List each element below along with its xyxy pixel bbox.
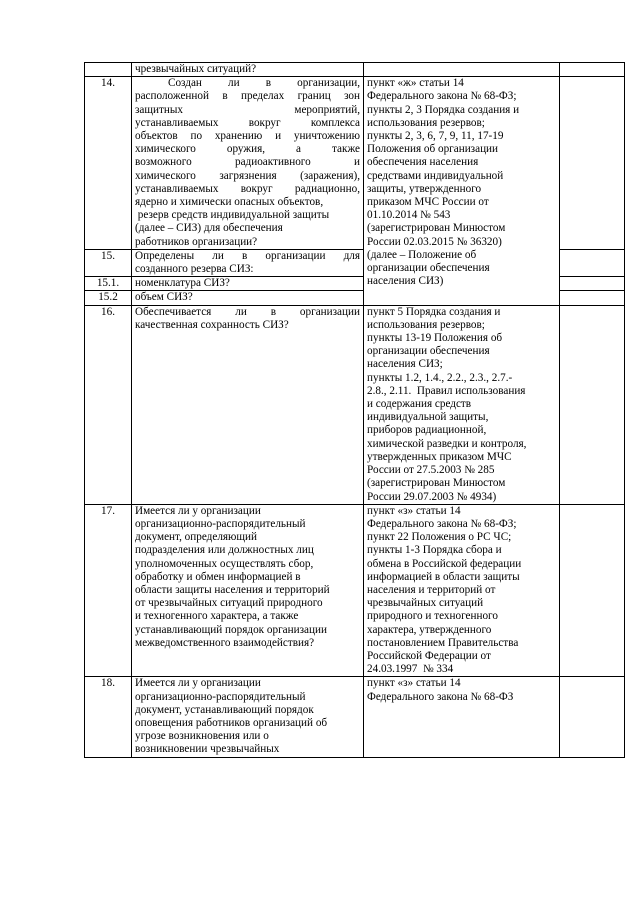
answer-cell — [560, 677, 625, 757]
question-text-line: (далее – СИЗ) для обеспечения — [135, 222, 283, 235]
reference-text-line: организации обеспечения — [367, 262, 490, 275]
table-row — [85, 305, 625, 504]
row-number: 15. — [101, 249, 115, 262]
row-number-cell — [85, 249, 132, 276]
row-number-cell — [85, 291, 132, 305]
reference-text-line: 24.03.1997 № 334 — [367, 663, 454, 676]
table-row — [85, 63, 625, 77]
reference-text-line: средствами индивидуальной — [367, 169, 504, 182]
row-number-cell — [85, 277, 132, 291]
reference-text-line: (зарегистрирован Минюстом — [367, 477, 506, 490]
row-number: 15.2 — [98, 291, 118, 304]
reference-text-line: Российской Федерации от — [367, 649, 491, 662]
answer-cell — [560, 277, 625, 291]
question-cell — [132, 677, 364, 757]
question-text-line: Определены ли в организации для — [135, 249, 360, 262]
row-number: 17. — [101, 504, 115, 517]
reference-text-line: Федерального закона № 68-ФЗ — [367, 690, 514, 703]
reference-cell — [364, 77, 560, 305]
question-text-line: от чрезвычайных ситуаций природного — [135, 597, 323, 610]
question-cell — [132, 77, 364, 250]
row-number-cell — [85, 77, 132, 250]
reference-text-line: (зарегистрирован Минюстом — [367, 222, 506, 235]
answer-cell — [560, 291, 625, 305]
question-text-line: работников организации? — [135, 235, 258, 248]
reference-text-line: населения СИЗ; — [367, 358, 443, 371]
question-text-line: резерв средств индивидуальной защиты — [135, 209, 330, 222]
question-text-line: химического оружия, а также — [135, 143, 360, 156]
inspection-checklist-table — [84, 62, 625, 758]
question-cell — [132, 277, 364, 291]
question-text-line: номенклатура СИЗ? — [135, 277, 230, 290]
question-text-line: организационно-распорядительный — [135, 690, 306, 703]
reference-text-line: организации обеспечения — [367, 345, 490, 358]
question-text-line: устанавливаемых вокруг комплекса — [135, 116, 360, 129]
row-number: 15.1. — [96, 277, 120, 290]
reference-text-line: Федерального закона № 68-ФЗ; — [367, 517, 517, 530]
question-text-line: устанавливающий порядок организации — [135, 623, 327, 636]
question-cell — [132, 291, 364, 305]
reference-text-line: Федерального закона № 68-ФЗ; — [367, 90, 517, 103]
reference-text-line: химической разведки и контроля, — [367, 437, 527, 450]
reference-text-line: пункты 2, 3, 6, 7, 9, 11, 17-19 — [367, 130, 504, 143]
reference-text-line: России от 27.5.2003 № 285 — [367, 464, 495, 477]
question-text-line: чрезвычайных ситуаций? — [135, 63, 257, 75]
reference-text-line: информацией в области защиты — [367, 570, 520, 583]
question-text-line: межведомственного взаимодействия? — [135, 636, 315, 649]
reference-text-line: пункт «ж» статьи 14 — [367, 77, 464, 90]
row-number-cell — [85, 677, 132, 757]
reference-text-line: пункт 5 Порядка создания и — [367, 305, 501, 318]
question-text-line: области защиты населения и территорий — [135, 583, 330, 596]
reference-text-line: индивидуальной защиты, — [367, 411, 489, 424]
question-text-line: Создан ли в организации, — [168, 77, 360, 90]
reference-cell — [364, 63, 560, 77]
question-text-line: Обеспечивается ли в организации — [135, 305, 360, 318]
question-text-line: Имеется ли у организации — [135, 504, 261, 517]
reference-text-line: природного и техногенного — [367, 610, 498, 623]
question-text-line: обработку и обмен информацией в — [135, 570, 301, 583]
question-cell — [132, 63, 364, 77]
reference-text-line: пункт «з» статьи 14 — [367, 504, 461, 517]
reference-text-line: 2.8., 2.11. Правил использования — [367, 384, 526, 397]
question-cell — [132, 305, 364, 504]
question-text-line: химического загрязнения (заражения), — [135, 169, 360, 182]
question-text-line: созданного резерва СИЗ: — [135, 263, 254, 276]
row-number-cell — [85, 504, 132, 677]
reference-text-line: (далее – Положение об — [367, 248, 477, 261]
reference-cell — [364, 305, 560, 504]
reference-text-line: защиты, утвержденного — [367, 182, 482, 195]
reference-text-line: России 02.03.2015 № 36320) — [367, 235, 502, 248]
question-text-line: и техногенного характера, а также — [135, 610, 299, 623]
question-text-line: ядерно и химически опасных объектов, — [135, 196, 324, 209]
question-text-line: защитных мероприятий, — [135, 103, 360, 116]
answer-cell — [560, 249, 625, 276]
reference-text-line: пункты 2, 3 Порядка создания и — [367, 103, 520, 116]
reference-text-line: России 29.07.2003 № 4934) — [367, 490, 497, 503]
question-text-line: возможного радиоактивного и — [135, 156, 360, 169]
question-text-line: оповещения работников организаций об — [135, 716, 328, 729]
reference-cell — [364, 677, 560, 757]
question-text-line: возникновении чрезвычайных — [135, 743, 280, 756]
reference-text-line: 01.10.2014 № 543 — [367, 209, 451, 222]
reference-cell — [364, 504, 560, 677]
reference-text-line: чрезвычайных ситуаций — [367, 597, 484, 610]
reference-text-line: использования резервов; — [367, 116, 485, 129]
question-text-line: расположенной в пределах границ зон — [135, 90, 360, 103]
question-text-line: Имеется ли у организации — [135, 677, 261, 690]
question-text-line: качественная сохранность СИЗ? — [135, 318, 289, 331]
question-text-line: устанавливаемых вокруг радиационно, — [135, 182, 360, 195]
reference-text-line: населения СИЗ) — [367, 275, 444, 288]
question-cell — [132, 504, 364, 677]
reference-text-line: Положения об организации — [367, 143, 499, 156]
reference-text-line: пункт «з» статьи 14 — [367, 677, 461, 690]
answer-cell — [560, 63, 625, 77]
reference-text-line: пункт 22 Положения о РС ЧС; — [367, 531, 512, 544]
row-number: 14. — [101, 77, 115, 90]
table-row — [85, 77, 625, 250]
reference-text-line: и содержания средств — [367, 398, 472, 411]
question-text-line: организационно-распорядительный — [135, 517, 306, 530]
question-text-line: уполномоченных осуществлять сбор, — [135, 557, 314, 570]
reference-text-line: пункты 1.2, 1.4., 2.2., 2.3., 2.7.- — [367, 371, 513, 384]
question-cell — [132, 249, 364, 276]
reference-text-line: утвержденных приказом МЧС — [367, 450, 512, 463]
answer-cell — [560, 77, 625, 250]
row-number-cell — [85, 63, 132, 77]
row-number: 18. — [101, 677, 115, 690]
reference-text-line: обеспечения населения — [367, 156, 479, 169]
reference-text-line: постановлением Правительства — [367, 636, 519, 649]
reference-text-line: использования резервов; — [367, 318, 485, 331]
question-text-line: угрозе возникновения или о — [135, 730, 269, 743]
table-row — [85, 504, 625, 677]
question-text-line: документ, определяющий — [135, 531, 258, 544]
question-text-line: объектов по хранению и уничтожению — [135, 130, 360, 143]
answer-cell — [560, 504, 625, 677]
question-text-line: подразделения или должностных лиц — [135, 544, 314, 557]
row-number-cell — [85, 305, 132, 504]
reference-text-line: пункты 13-19 Положения об — [367, 332, 503, 345]
row-number: 16. — [101, 305, 115, 318]
reference-text-line: приборов радиационной, — [367, 424, 487, 437]
reference-text-line: населения и территорий от — [367, 583, 496, 596]
reference-text-line: характера, утвержденного — [367, 623, 492, 636]
answer-cell — [560, 305, 625, 504]
table-row — [85, 677, 625, 757]
question-text-line: документ, устанавливающий порядок — [135, 703, 314, 716]
question-text-line: объем СИЗ? — [135, 291, 193, 304]
reference-text-line: приказом МЧС России от — [367, 196, 489, 209]
reference-text-line: пункты 1-3 Порядка сбора и — [367, 544, 502, 557]
reference-text-line: обмена в Российской федерации — [367, 557, 522, 570]
